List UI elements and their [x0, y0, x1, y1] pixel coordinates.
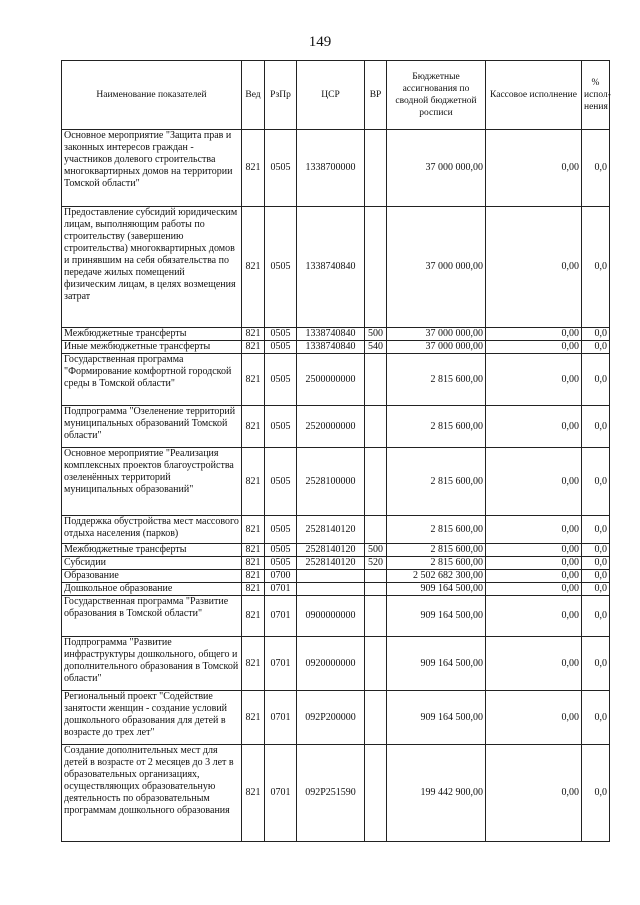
header-percent: % испол-нения	[582, 61, 610, 130]
row-csr: 1338740840	[297, 328, 365, 341]
row-percent: 0,0	[582, 570, 610, 583]
row-ved: 821	[242, 583, 265, 596]
row-rzpr: 0505	[265, 406, 297, 448]
row-cash: 0,00	[486, 570, 582, 583]
row-cash: 0,00	[486, 637, 582, 691]
table-row	[62, 516, 610, 544]
row-rzpr: 0505	[265, 328, 297, 341]
row-rzpr: 0505	[265, 557, 297, 570]
row-cash: 0,00	[486, 354, 582, 406]
row-rzpr: 0505	[265, 354, 297, 406]
page-number: 149	[308, 34, 332, 50]
row-csr: 2500000000	[297, 354, 365, 406]
row-vr	[365, 448, 387, 516]
row-rzpr: 0701	[265, 583, 297, 596]
row-budget: 2 815 600,00	[387, 544, 486, 557]
row-name: Межбюджетные трансферты	[62, 328, 242, 341]
row-ved: 821	[242, 406, 265, 448]
row-cash: 0,00	[486, 130, 582, 207]
row-rzpr: 0505	[265, 130, 297, 207]
header-cash: Кассовое исполнение	[486, 61, 582, 130]
row-name: Поддержка обустройства мест массового отдыха населения (парков)	[62, 516, 242, 544]
row-percent: 0,0	[582, 448, 610, 516]
row-csr: 1338740840	[297, 341, 365, 354]
budget-table	[61, 60, 610, 842]
row-vr: 500	[365, 544, 387, 557]
row-name-text: Создание дополнительных мест для детей в возрасте от 2 месяцев до 3 лет в образовательных организациях, осуществляющих образовательную деятельность по образовательным программам дошкольного образования	[64, 745, 234, 816]
row-percent: 0,0	[582, 583, 610, 596]
row-ved: 821	[242, 557, 265, 570]
row-cash: 0,00	[486, 691, 582, 745]
row-percent: 0,0	[582, 544, 610, 557]
row-percent: 0,0	[582, 354, 610, 406]
row-ved: 821	[242, 341, 265, 354]
row-budget: 37 000 000,00	[387, 207, 486, 328]
header-ved: Вед	[242, 61, 265, 130]
row-cash: 0,00	[486, 583, 582, 596]
row-ved: 821	[242, 570, 265, 583]
row-vr: 540	[365, 341, 387, 354]
row-csr	[297, 583, 365, 596]
row-budget: 909 164 500,00	[387, 691, 486, 745]
row-csr: 092P200000	[297, 691, 365, 745]
row-name: Образование	[62, 570, 242, 583]
row-percent: 0,0	[582, 745, 610, 842]
row-budget: 2 815 600,00	[387, 406, 486, 448]
row-percent: 0,0	[582, 341, 610, 354]
header-name: Наименование показателей	[62, 61, 242, 130]
table-row	[62, 583, 610, 596]
row-budget: 909 164 500,00	[387, 583, 486, 596]
row-csr: 2528100000	[297, 448, 365, 516]
row-vr	[365, 207, 387, 328]
row-cash: 0,00	[486, 745, 582, 842]
row-budget: 37 000 000,00	[387, 130, 486, 207]
row-rzpr: 0701	[265, 596, 297, 637]
table-row	[62, 637, 610, 691]
table-header-row	[62, 61, 610, 130]
row-budget: 199 442 900,00	[387, 745, 486, 842]
row-name: Подпрограмма "Озеленение территорий муниципальных образований Томской области"	[62, 406, 242, 448]
table-row	[62, 354, 610, 406]
row-budget: 909 164 500,00	[387, 596, 486, 637]
row-rzpr: 0700	[265, 570, 297, 583]
row-vr	[365, 570, 387, 583]
row-ved: 821	[242, 448, 265, 516]
row-rzpr: 0505	[265, 516, 297, 544]
table-row	[62, 745, 610, 842]
row-vr	[365, 637, 387, 691]
row-csr: 2528140120	[297, 557, 365, 570]
row-name	[62, 207, 242, 328]
table-row	[62, 406, 610, 448]
table-row	[62, 328, 610, 341]
row-name: Основное мероприятие "Реализация комплексных проектов благоустройства озеленённых территорий муниципальных образований"	[62, 448, 242, 516]
row-csr: 092P251590	[297, 745, 365, 842]
row-ved: 821	[242, 745, 265, 842]
row-budget: 2 502 682 300,00	[387, 570, 486, 583]
table-row	[62, 557, 610, 570]
row-name: Субсидии	[62, 557, 242, 570]
row-vr	[365, 596, 387, 637]
row-budget: 37 000 000,00	[387, 341, 486, 354]
row-vr: 520	[365, 557, 387, 570]
row-csr: 2528140120	[297, 516, 365, 544]
row-cash: 0,00	[486, 596, 582, 637]
row-ved: 821	[242, 544, 265, 557]
row-csr: 1338700000	[297, 130, 365, 207]
table-row	[62, 341, 610, 354]
row-percent: 0,0	[582, 596, 610, 637]
row-ved: 821	[242, 691, 265, 745]
row-budget: 2 815 600,00	[387, 557, 486, 570]
row-cash: 0,00	[486, 448, 582, 516]
row-rzpr: 0701	[265, 637, 297, 691]
row-rzpr: 0505	[265, 341, 297, 354]
table-row	[62, 570, 610, 583]
row-vr	[365, 745, 387, 842]
row-vr	[365, 130, 387, 207]
row-ved: 821	[242, 328, 265, 341]
row-ved: 821	[242, 354, 265, 406]
row-rzpr: 0505	[265, 448, 297, 516]
row-percent: 0,0	[582, 691, 610, 745]
row-name: Межбюджетные трансферты	[62, 544, 242, 557]
row-vr	[365, 691, 387, 745]
row-cash: 0,00	[486, 557, 582, 570]
table-row	[62, 544, 610, 557]
row-percent: 0,0	[582, 130, 610, 207]
row-vr: 500	[365, 328, 387, 341]
row-cash: 0,00	[486, 544, 582, 557]
header-budget: Бюджетные ассигнования по сводной бюджетной росписи	[387, 61, 486, 130]
row-percent: 0,0	[582, 516, 610, 544]
row-ved: 821	[242, 596, 265, 637]
row-ved: 821	[242, 130, 265, 207]
row-budget: 2 815 600,00	[387, 448, 486, 516]
row-name: Основное мероприятие "Защита прав и законных интересов граждан - участников долевого строительства многоквартирных домов на территории Томской области"	[62, 130, 242, 207]
row-name: Государственная программа "Формирование комфортной городской среды в Томской области"	[62, 354, 242, 406]
row-csr: 0920000000	[297, 637, 365, 691]
row-rzpr: 0505	[265, 207, 297, 328]
table-row	[62, 130, 610, 207]
row-csr: 1338740840	[297, 207, 365, 328]
row-cash: 0,00	[486, 207, 582, 328]
row-cash: 0,00	[486, 516, 582, 544]
row-name: Региональный проект "Содействие занятости женщин - создание условий дошкольного образования для детей в возрасте до трех лет"	[62, 691, 242, 745]
row-rzpr: 0701	[265, 745, 297, 842]
row-name: Государственная программа "Развитие образования в Томской области"	[62, 596, 242, 637]
row-percent: 0,0	[582, 557, 610, 570]
row-budget: 37 000 000,00	[387, 328, 486, 341]
row-name: Дошкольное образование	[62, 583, 242, 596]
header-rzpr: РзПр	[265, 61, 297, 130]
table-row	[62, 207, 610, 328]
row-vr	[365, 516, 387, 544]
row-ved: 821	[242, 207, 265, 328]
row-cash: 0,00	[486, 406, 582, 448]
row-percent: 0,0	[582, 637, 610, 691]
row-cash: 0,00	[486, 341, 582, 354]
row-rzpr: 0701	[265, 691, 297, 745]
row-csr: 2528140120	[297, 544, 365, 557]
header-csr: ЦСР	[297, 61, 365, 130]
row-ved: 821	[242, 516, 265, 544]
row-budget: 2 815 600,00	[387, 516, 486, 544]
row-percent: 0,0	[582, 207, 610, 328]
row-csr	[297, 570, 365, 583]
row-vr	[365, 354, 387, 406]
row-ved: 821	[242, 637, 265, 691]
row-budget: 909 164 500,00	[387, 637, 486, 691]
table-row	[62, 691, 610, 745]
row-budget: 2 815 600,00	[387, 354, 486, 406]
row-cash: 0,00	[486, 328, 582, 341]
row-name: Иные межбюджетные трансферты	[62, 341, 242, 354]
row-percent: 0,0	[582, 406, 610, 448]
row-vr	[365, 406, 387, 448]
row-rzpr: 0505	[265, 544, 297, 557]
row-name	[62, 745, 242, 842]
row-name: Подпрограмма "Развитие инфраструктуры дошкольного, общего и дополнительного образования в Томской области"	[62, 637, 242, 691]
table-row	[62, 448, 610, 516]
row-name-text: Предоставление субсидий юридическим лицам, выполняющим работы по строительству (завершению строительства) многоквартирных домов и принявшим на себя обязательства по передаче жилых помещений физическим лицам, в целях возмещения затрат	[64, 207, 238, 302]
header-vr: ВР	[365, 61, 387, 130]
table-row	[62, 596, 610, 637]
row-percent: 0,0	[582, 328, 610, 341]
row-vr	[365, 583, 387, 596]
row-csr: 2520000000	[297, 406, 365, 448]
row-csr: 0900000000	[297, 596, 365, 637]
